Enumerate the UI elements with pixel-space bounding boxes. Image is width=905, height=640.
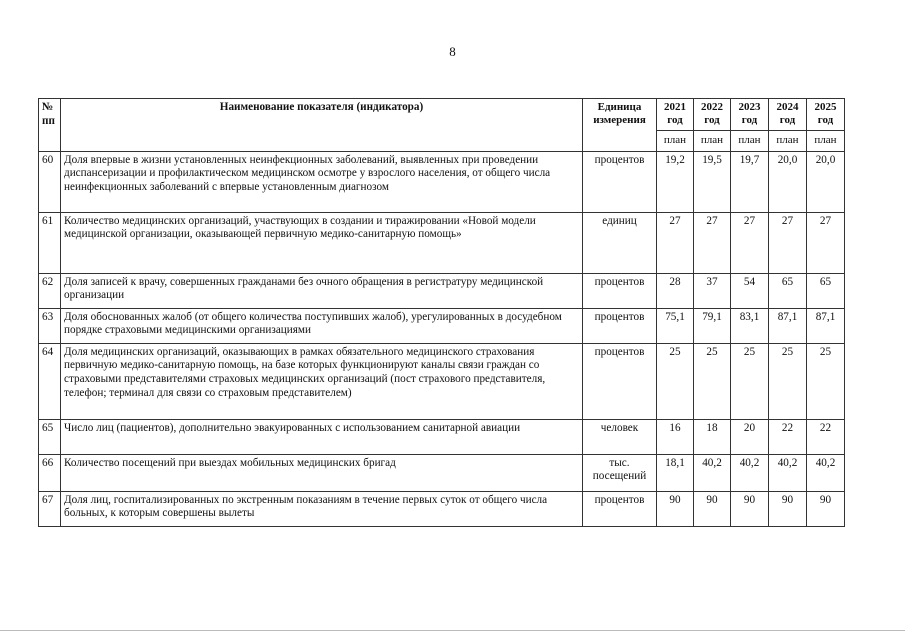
row-value-2025: 22: [807, 419, 845, 454]
row-unit: процентов: [583, 151, 657, 212]
row-value-2021: 75,1: [657, 308, 694, 343]
row-value-2024: 65: [769, 273, 807, 308]
row-value-2023: 83,1: [731, 308, 769, 343]
row-num: 63: [39, 308, 61, 343]
table-row: [39, 212, 845, 273]
row-value-2024: 90: [769, 491, 807, 526]
row-value-2021: 28: [657, 273, 694, 308]
row-value-2021: 25: [657, 343, 694, 419]
row-value-2022: 40,2: [694, 454, 731, 491]
page-bottom-divider: [0, 630, 905, 631]
indicators-table: [38, 98, 845, 527]
row-unit: процентов: [583, 343, 657, 419]
row-unit: единиц: [583, 212, 657, 273]
row-value-2023: 54: [731, 273, 769, 308]
row-value-2021: 18,1: [657, 454, 694, 491]
row-value-2021: 16: [657, 419, 694, 454]
page-number: 8: [449, 44, 456, 59]
table-row: [39, 273, 845, 308]
row-value-2025: 90: [807, 491, 845, 526]
row-value-2025: 25: [807, 343, 845, 419]
row-value-2025: 20,0: [807, 151, 845, 212]
row-num: 60: [39, 151, 61, 212]
header-num: № пп: [39, 99, 61, 152]
row-value-2023: 40,2: [731, 454, 769, 491]
header-year-2023: 2023 год: [731, 99, 769, 131]
header-plan-label: план: [657, 130, 694, 151]
header-name: Наименование показателя (индикатора): [61, 99, 583, 152]
row-name: Доля записей к врачу, совершенных гражданами без очного обращения в регистратуру медицинской организации: [61, 273, 583, 308]
row-value-2025: 27: [807, 212, 845, 273]
row-value-2025: 87,1: [807, 308, 845, 343]
row-unit: процентов: [583, 491, 657, 526]
row-value-2024: 40,2: [769, 454, 807, 491]
row-unit: процентов: [583, 273, 657, 308]
row-value-2025: 65: [807, 273, 845, 308]
header-year-2022: 2022 год: [694, 99, 731, 131]
table-row: [39, 308, 845, 343]
header-plan-label: план: [807, 130, 845, 151]
row-name: Число лиц (пациентов), дополнительно эвакуированных с использованием санитарной авиации: [61, 419, 583, 454]
row-value-2023: 27: [731, 212, 769, 273]
row-num: 67: [39, 491, 61, 526]
header-row: [39, 99, 845, 131]
table-row: [39, 343, 845, 419]
row-value-2022: 25: [694, 343, 731, 419]
row-value-2022: 19,5: [694, 151, 731, 212]
header-year-2021: 2021 год: [657, 99, 694, 131]
table-row: [39, 419, 845, 454]
header-year-2024: 2024 год: [769, 99, 807, 131]
row-value-2024: 20,0: [769, 151, 807, 212]
table-row: [39, 491, 845, 526]
row-name: Доля впервые в жизни установленных неинфекционных заболеваний, выявленных при проведении диспансеризации и профилактическом медицинском осмотре у взрослого населения, от общего числа неинфекционных заболеваний с впервые установленным диагнозом: [61, 151, 583, 212]
row-num: 62: [39, 273, 61, 308]
row-value-2022: 27: [694, 212, 731, 273]
row-value-2023: 25: [731, 343, 769, 419]
row-value-2022: 79,1: [694, 308, 731, 343]
row-value-2024: 87,1: [769, 308, 807, 343]
row-name: Количество медицинских организаций, участвующих в создании и тиражировании «Новой модели медицинской организации, оказывающей первичную медико-санитарную помощь»: [61, 212, 583, 273]
row-value-2024: 22: [769, 419, 807, 454]
header-plan-label: план: [694, 130, 731, 151]
header-unit: Единица измерения: [583, 99, 657, 152]
row-num: 66: [39, 454, 61, 491]
row-value-2023: 90: [731, 491, 769, 526]
row-value-2024: 27: [769, 212, 807, 273]
row-unit: процентов: [583, 308, 657, 343]
row-value-2023: 19,7: [731, 151, 769, 212]
row-value-2021: 27: [657, 212, 694, 273]
row-value-2022: 90: [694, 491, 731, 526]
row-value-2025: 40,2: [807, 454, 845, 491]
row-value-2021: 90: [657, 491, 694, 526]
row-unit: тыс. посещений: [583, 454, 657, 491]
header-year-2025: 2025 год: [807, 99, 845, 131]
row-value-2024: 25: [769, 343, 807, 419]
row-num: 64: [39, 343, 61, 419]
header-plan-label: план: [731, 130, 769, 151]
row-name: Доля медицинских организаций, оказывающих в рамках обязательного медицинского страхования первичную медико-санитарную помощь, на базе которых функционируют каналы связи граждан со страховыми представителями страховых медицинских организаций (пост страхового представителя, телефон; терминал для связи со страховым представителем): [61, 343, 583, 419]
row-value-2023: 20: [731, 419, 769, 454]
row-value-2022: 37: [694, 273, 731, 308]
row-name: Доля лиц, госпитализированных по экстренным показаниям в течение первых суток от общего числа больных, к которым совершены вылеты: [61, 491, 583, 526]
row-value-2022: 18: [694, 419, 731, 454]
row-value-2021: 19,2: [657, 151, 694, 212]
table-row: [39, 151, 845, 212]
row-unit: человек: [583, 419, 657, 454]
row-name: Доля обоснованных жалоб (от общего количества поступивших жалоб), урегулированных в досудебном порядке страховыми медицинскими организациями: [61, 308, 583, 343]
row-name: Количество посещений при выездах мобильных медицинских бригад: [61, 454, 583, 491]
table-row: [39, 454, 845, 491]
row-num: 65: [39, 419, 61, 454]
row-num: 61: [39, 212, 61, 273]
header-plan-label: план: [769, 130, 807, 151]
